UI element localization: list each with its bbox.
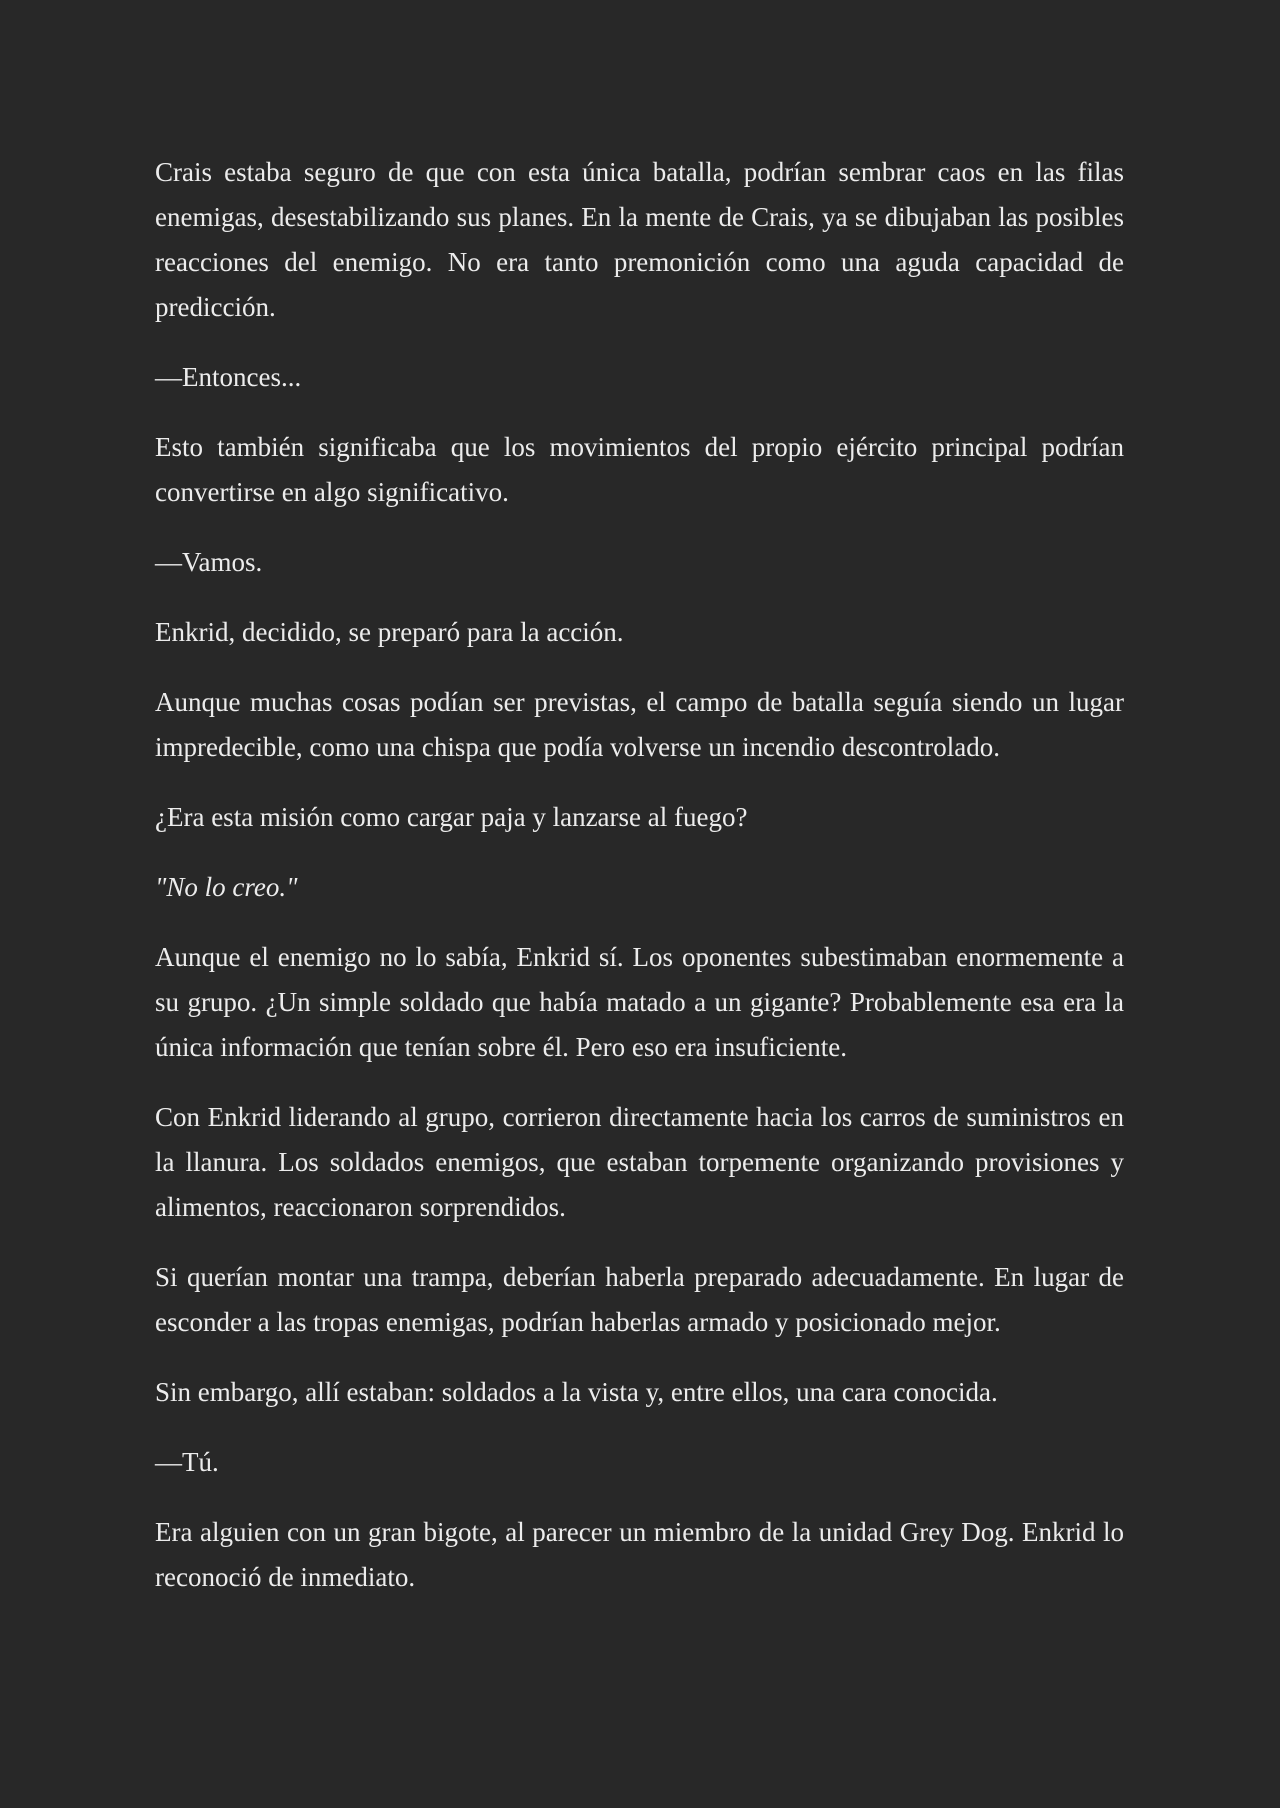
paragraph: Si querían montar una trampa, deberían haberla preparado adecuadamente. En lugar de esconder a las tropas enemigas, podrían haberlas armado y posicionado mejor. (155, 1262, 1124, 1337)
paragraph: Aunque muchas cosas podían ser previstas, el campo de batalla seguía siendo un lugar impredecible, como una chispa que podía volverse un incendio descontrolado. (155, 687, 1124, 762)
paragraph: Esto también significaba que los movimientos del propio ejército principal podrían convertirse en algo significativo. (155, 432, 1124, 507)
paragraph: —Tú. (155, 1447, 219, 1477)
paragraph: Crais estaba seguro de que con esta única batalla, podrían sembrar caos en las filas enemigas, desestabilizando sus planes. En la mente de Crais, ya se dibujaban las posibles reacciones del enemigo. No era tanto premonición como una aguda capacidad de predicción. (155, 157, 1124, 322)
paragraph: Sin embargo, allí estaban: soldados a la vista y, entre ellos, una cara conocida. (155, 1377, 998, 1407)
paragraph: ¿Era esta misión como cargar paja y lanzarse al fuego? (155, 802, 748, 832)
paragraph-thought: "No lo creo." (155, 872, 298, 902)
paragraph: —Vamos. (155, 547, 263, 577)
paragraph: Era alguien con un gran bigote, al parecer un miembro de la unidad Grey Dog. Enkrid lo reconoció de inmediato. (155, 1517, 1124, 1592)
paragraph: Con Enkrid liderando al grupo, corrieron directamente hacia los carros de suministros en la llanura. Los soldados enemigos, que estaban torpemente organizando provisiones y alimentos, reaccionaron sorprendidos. (155, 1102, 1124, 1222)
paragraph: Aunque el enemigo no lo sabía, Enkrid sí. Los oponentes subestimaban enormemente a su grupo. ¿Un simple soldado que había matado a un gigante? Probablemente esa era la única información que tenían sobre él. Pero eso era insuficiente. (155, 942, 1124, 1062)
chapter-text (155, 150, 1124, 1625)
paragraph: Enkrid, decidido, se preparó para la acción. (155, 617, 624, 647)
paragraph: —Entonces... (155, 362, 302, 392)
